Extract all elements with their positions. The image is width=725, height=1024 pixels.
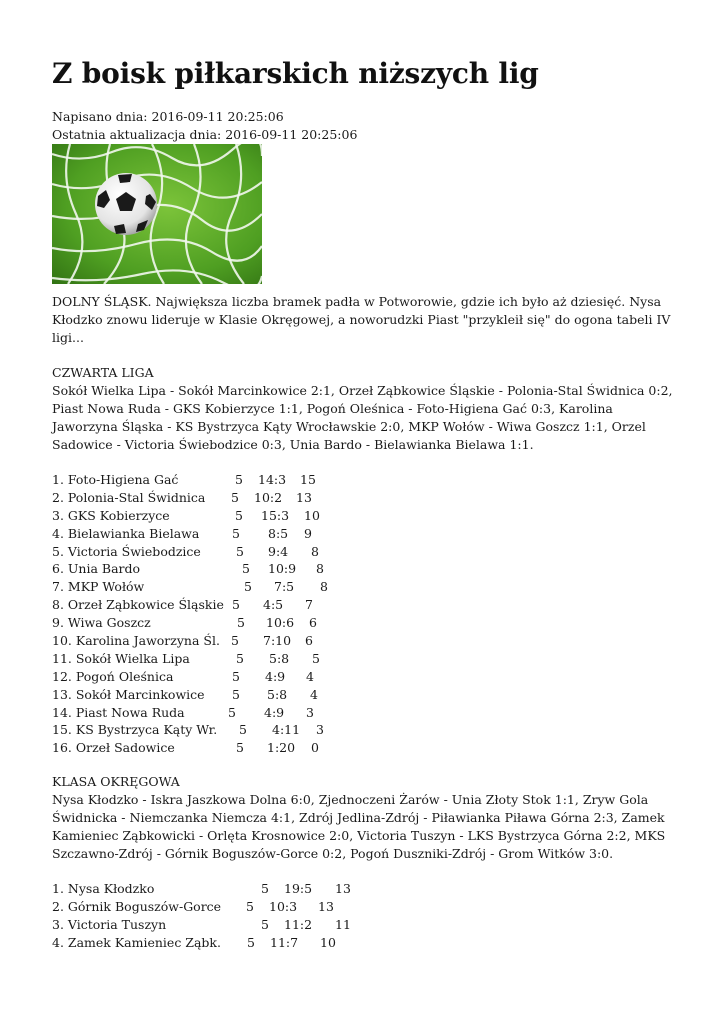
district-league-section [52, 773, 677, 863]
points: 10 [304, 507, 320, 523]
team-name: 8. Orzeł Ząbkowice Śląskie [52, 597, 224, 613]
team-name: 6. Unia Bardo [52, 561, 141, 577]
matches-played: 5 [261, 916, 269, 932]
points: 5 [312, 650, 320, 666]
points: 13 [296, 489, 312, 505]
goal-ratio: 10:6 [266, 615, 295, 631]
goal-ratio: 14:3 [258, 472, 287, 487]
matches-played: 5 [236, 543, 244, 559]
matches-played: 5 [228, 704, 236, 720]
goal-ratio: 5:8 [267, 686, 288, 702]
published-date: Napisano dnia: 2016-09-11 20:25:06 [52, 109, 284, 124]
points: 4 [310, 686, 318, 702]
updated-date: Ostatnia aktualizacja dnia: 2016-09-11 20:25:06 [52, 127, 358, 142]
goal-ratio: 8:5 [268, 525, 289, 541]
matches-played: 5 [232, 597, 240, 613]
goal-ratio: 7:10 [263, 633, 292, 649]
goal-ratio: 7:5 [274, 579, 295, 595]
team-name: 2. Polonia-Stal Świdnica [52, 489, 206, 505]
matches-played: 5 [235, 472, 243, 487]
article-lead: DOLNY ŚLĄSK. Największa liczba bramek padła w Potworowie, gdzie ich było aż dziesięć. Nysa Kłodzko znowu lideruje w Klasie Okręgowej, a noworudzki Piast "przykleił się" do ogona tabeli IV ligi... [52, 294, 671, 345]
matches-played: 5 [232, 525, 240, 541]
points: 8 [316, 561, 324, 577]
team-name: 3. Victoria Tuszyn [52, 916, 167, 932]
points: 11 [335, 916, 351, 932]
team-name: 4. Zamek Kamieniec Ząbk. [52, 934, 221, 950]
goal-ratio: 5:8 [269, 650, 290, 666]
team-name: 15. KS Bystrzyca Kąty Wr. [52, 722, 218, 738]
team-name: 1. Foto-Higiena Gać [52, 472, 179, 487]
points: 3 [316, 722, 324, 738]
matches-played: 5 [235, 507, 243, 523]
team-name: 5. Victoria Świebodzice [52, 543, 201, 559]
goal-ratio: 10:9 [268, 561, 297, 577]
article-meta [52, 108, 357, 144]
goal-ratio: 19:5 [284, 881, 313, 896]
team-name: 12. Pogoń Oleśnica [52, 668, 174, 684]
team-name: 9. Wiwa Goszcz [52, 615, 151, 631]
fourth-league-results: Sokół Wielka Lipa - Sokół Marcinkowice 2:1, Orzeł Ząbkowice Śląskie - Polonia-Stal Świdnica 0:2, Piast Nowa Ruda - GKS Kobierzyce 1:1, Pogoń Oleśnica - Foto-Higiena Gać 0:3, Karolina Jaworzyna Śląska - KS Bystrzyca Kąty Wrocławskie 2:0, MKP Wołów - Wiwa Goszcz 1:1, Orzel Sadowice - Victoria Świebodzice 0:3, Unia Bardo - Bielawianka Bielawa 1:1. [52, 383, 673, 452]
district-league-heading: KLASA OKRĘGOWA [52, 774, 180, 789]
points: 13 [335, 881, 351, 896]
matches-played: 5 [242, 561, 250, 577]
points: 9 [304, 525, 312, 541]
goal-ratio: 4:11 [272, 722, 301, 738]
team-name: 7. MKP Wołów [52, 579, 145, 595]
team-name: 2. Górnik Boguszów-Gorce [52, 898, 222, 914]
goal-ratio: 15:3 [261, 507, 290, 523]
matches-played: 5 [232, 686, 240, 702]
matches-played: 5 [244, 579, 252, 595]
points: 3 [306, 704, 314, 720]
goal-ratio: 10:2 [254, 489, 283, 505]
goal-ratio: 10:3 [269, 898, 298, 914]
team-name: 13. Sokół Marcinkowice [52, 686, 205, 702]
goal-ratio: 9:4 [268, 543, 289, 559]
matches-played: 5 [236, 650, 244, 666]
points: 0 [311, 740, 319, 756]
points: 15 [300, 472, 316, 487]
team-name: 14. Piast Nowa Ruda [52, 704, 185, 720]
soccer-ball-icon [95, 173, 157, 235]
fourth-league-section [52, 364, 677, 454]
points: 6 [305, 633, 313, 649]
goal-ratio: 11:2 [284, 916, 313, 932]
matches-played: 5 [261, 881, 269, 896]
matches-played: 5 [231, 633, 239, 649]
goal-ratio: 1:20 [267, 740, 296, 756]
matches-played: 5 [237, 615, 245, 631]
article-title: Z boisk piłkarskich niższych lig [52, 57, 539, 90]
goal-ratio: 4:5 [263, 597, 284, 613]
matches-played: 5 [239, 722, 247, 738]
points: 8 [311, 543, 319, 559]
team-name: 16. Orzeł Sadowice [52, 740, 175, 756]
article-photo [52, 144, 262, 284]
points: 6 [309, 615, 317, 631]
goal-ratio: 11:7 [270, 934, 299, 950]
matches-played: 5 [236, 740, 244, 756]
team-name: 4. Bielawianka Bielawa [52, 525, 200, 541]
matches-played: 5 [247, 934, 255, 950]
points: 7 [305, 597, 313, 613]
fourth-league-heading: CZWARTA LIGA [52, 365, 154, 380]
points: 8 [320, 579, 328, 595]
team-name: 10. Karolina Jaworzyna Śl. [52, 633, 220, 649]
matches-played: 5 [232, 668, 240, 684]
points: 10 [320, 934, 336, 950]
matches-played: 5 [231, 489, 239, 505]
district-league-results: Nysa Kłodzko - Iskra Jaszkowa Dolna 6:0, Zjednoczeni Żarów - Unia Złoty Stok 1:1, Zryw Gola Świdnicka - Niemczanka Niemcza 4:1, Zdrój Jedlina-Zdrój - Piławianka Piława Górna 2:3, Zamek Kamieniec Ząbkowicki - Orlęta Krosnowice 2:0, Victoria Tuszyn - LKS Bystrzyca Górna 2:2, MKS Szczawno-Zdrój - Górnik Boguszów-Gorce 0:2, Pogoń Duszniki-Zdrój - Grom Witków 3:0. [52, 792, 666, 861]
points: 13 [318, 898, 334, 914]
points: 4 [306, 668, 314, 684]
team-name: 3. GKS Kobierzyce [52, 507, 170, 523]
matches-played: 5 [246, 898, 254, 914]
goal-ratio: 4:9 [264, 704, 285, 720]
goal-ratio: 4:9 [265, 668, 286, 684]
team-name: 11. Sokół Wielka Lipa [52, 650, 190, 666]
team-name: 1. Nysa Kłodzko [52, 881, 155, 896]
